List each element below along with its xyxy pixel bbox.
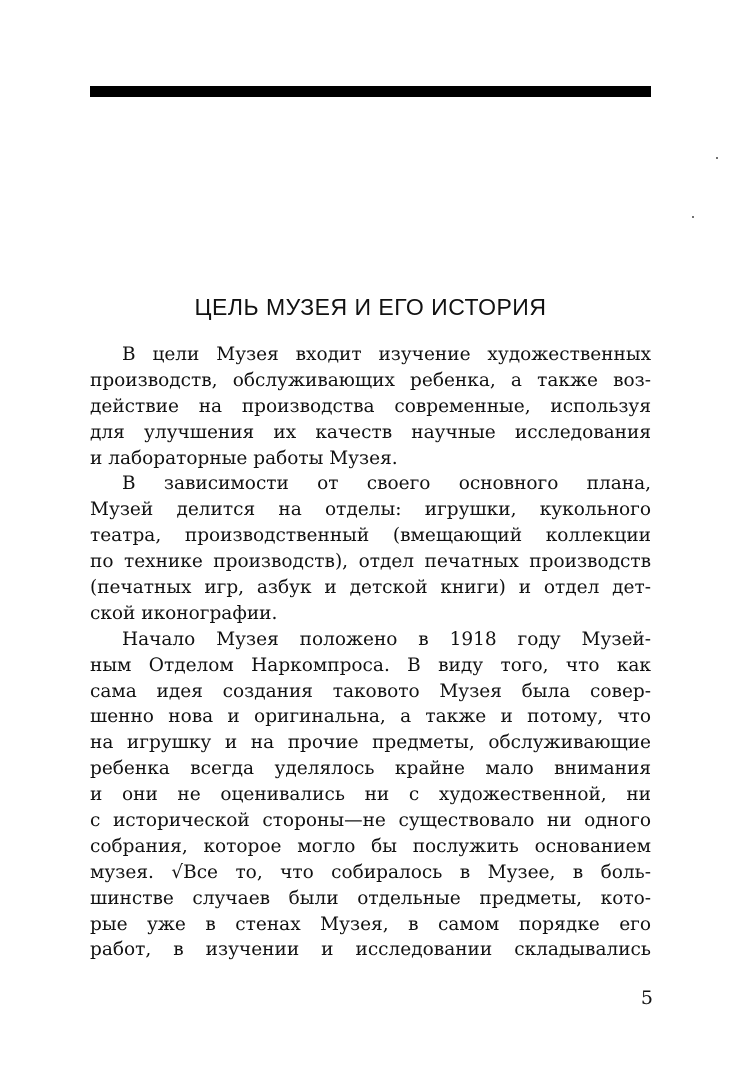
- text-line: ным Отделом Наркомпроса. В виду того, что как: [90, 654, 651, 676]
- speck-mark: [716, 157, 718, 159]
- text-line: шинстве случаев были отдельные предметы, кото-: [90, 887, 651, 909]
- text-line: для улучшения их качеств научные исследования: [90, 421, 651, 443]
- speck-mark: [692, 216, 694, 218]
- text-line: ской иконографии.: [90, 602, 278, 624]
- text-line: театра, производственный (вмещающий коллекции: [90, 525, 651, 547]
- text-line: шенно нова и оригинальна, а также и потому, что: [90, 706, 651, 728]
- text-line: В цели Музея входит изучение художественных: [122, 344, 651, 365]
- text-line: и они не оценивались ни с художественной, ни: [90, 784, 651, 806]
- page-number: 5: [640, 987, 653, 1009]
- text-line: с исторической стороны—не существовало ни одного: [90, 810, 651, 832]
- text-line: рые уже в стенах Музея, в самом порядке его: [90, 913, 651, 935]
- text-line: и лабораторные работы Музея.: [90, 447, 398, 469]
- text-line: ребенка всегда уделялось крайне мало внимания: [90, 758, 651, 780]
- text-line: действие на производства современные, используя: [90, 395, 651, 417]
- text-line: музея. √Все то, что собиралось в Музее, в боль-: [90, 861, 651, 883]
- text-line: работ, в изучении и исследовании складывались: [90, 939, 651, 961]
- text-line: на игрушку и на прочие предметы, обслуживающие: [90, 732, 651, 754]
- body-text: [90, 342, 651, 963]
- text-line: Музей делится на отделы: игрушки, кукольного: [90, 499, 651, 521]
- text-line: (печатных игр, азбук и детской книги) и отдел дет-: [90, 577, 651, 599]
- text-line: сама идея создания таковото Музея была совер-: [90, 680, 651, 702]
- page-title: ЦЕЛЬ МУЗЕЯ И ЕГО ИСТОРИЯ: [194, 294, 547, 320]
- text-line: по технике производств), отдел печатных производств: [90, 551, 651, 573]
- text-line: производств, обслуживающих ребенка, а также воз-: [90, 369, 651, 391]
- top-rule: [90, 86, 651, 97]
- text-line: Начало Музея положено в 1918 году Музей-: [122, 628, 651, 650]
- text-line: собрания, которое могло бы послужить основанием: [90, 835, 651, 857]
- text-line: В зависимости от своего основного плана,: [122, 473, 651, 495]
